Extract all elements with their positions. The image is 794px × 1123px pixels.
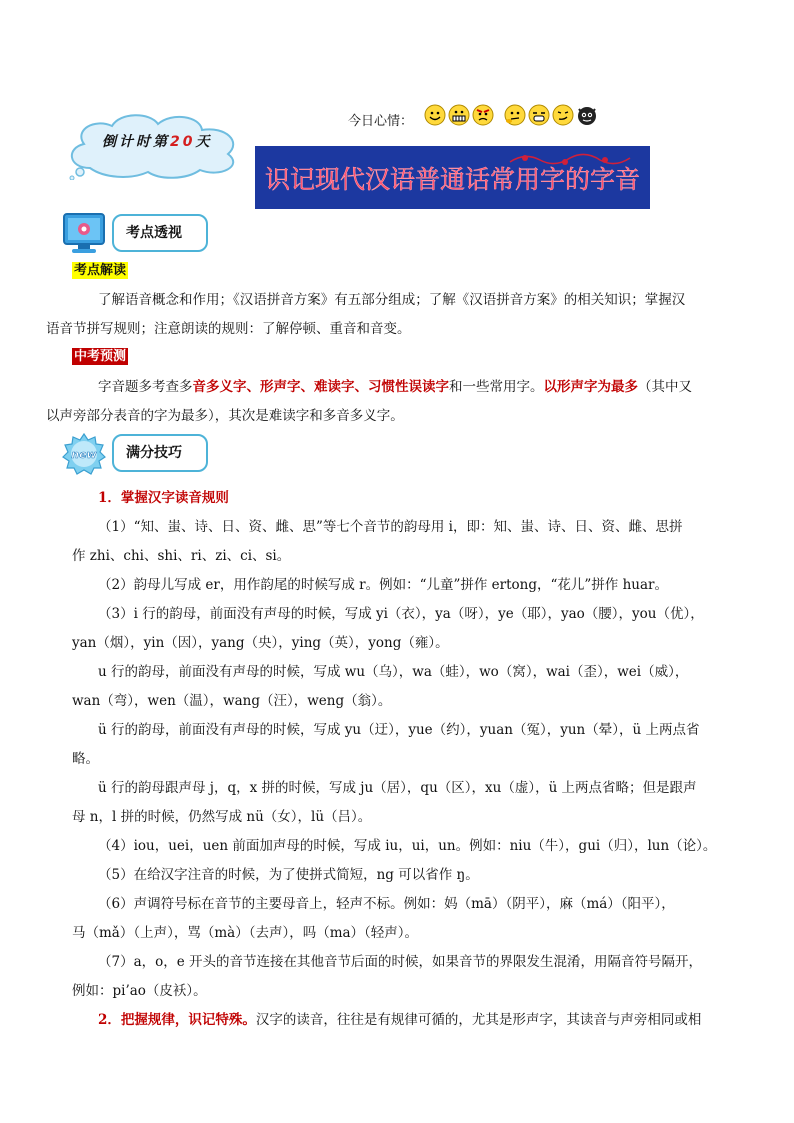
- rule-3-line-2: yan（烟），yin（因），yang（央），ying（英），yong（雍）。: [72, 635, 449, 651]
- rule-v2-line-2: 母 n，l 拼的时候，仍然写成 nü（女），lü（吕）。: [72, 809, 372, 825]
- skill-heading-2-line: [98, 1008, 701, 1028]
- intro-paragraph: 了解语音概念和作用；《汉语拼音方案》有五部分组成；了解《汉语拼音方案》的相关知识；掌握汉 语音节拼写规则；注意朗读的规则：了解停顿、重音和音变。: [46, 292, 686, 337]
- rule-6-line-1: （6）声调符号标在音节的主要母音上，轻声不标。例如：妈（mā）（阴平），麻（má）（阳平），: [98, 896, 675, 912]
- skill-heading-2-text: 汉字的读音，往往是有规律可循的，尤其是形声字，其读音与声旁相同或相: [255, 1012, 702, 1028]
- skill-heading-1: 1．掌握汉字读音规则: [98, 490, 229, 506]
- rule-u-line-2: wan（弯），wen（温），wang（汪），weng（翁）。: [72, 693, 392, 709]
- smile-emoji-icon: [424, 104, 446, 126]
- svg-text:new: new: [71, 448, 97, 461]
- tag-exam-prediction: 中考预测: [74, 349, 127, 364]
- mood-label: 今日心情：: [348, 114, 414, 129]
- title-banner: [255, 146, 650, 209]
- rule-v-line-1: ü 行的韵母，前面没有声母的时候，写成 yu（迂），yue（约），yuan（冤），yun（晕），ü 上两点省: [98, 722, 700, 738]
- prediction-paragraph: 字音题多考查多音多义字、形声字、难读字、习惯性误读字和一些常用字。以形声字为最多（其中又 以声旁部分表音的字为最多），其次是难读字和多音多义字。: [46, 379, 692, 424]
- smirk-emoji-icon: [552, 104, 574, 126]
- rule-1-line-1: （1）“知、蚩、诗、日、资、雌、思”等七个音节的韵母用 i，即：知、蚩、诗、日、资、雌、思拼: [98, 519, 683, 535]
- banner-title: 识记现代汉语普通话常用字的字音: [264, 165, 640, 194]
- rule-5: （5）在给汉字注音的时候，为了使拼式简短，ng 可以省作 ŋ。: [98, 867, 479, 883]
- skill-heading-2: 2．把握规律，识记特殊。: [98, 1012, 256, 1028]
- angry-emoji-icon: [472, 104, 494, 126]
- countdown-text: 倒计时第20天: [102, 134, 213, 150]
- grin-emoji-icon: [448, 104, 470, 126]
- rule-u-line-1: u 行的韵母，前面没有声母的时候，写成 wu（乌），wa（蛙），wo（窝），wai（歪），wei（威），: [98, 664, 689, 680]
- rule-1-line-2: 作 zhi、chi、shi、ri、zi、ci、si。: [72, 548, 291, 564]
- tag-exam-analysis: 考点解读: [74, 263, 127, 278]
- thinking-emoji-icon: [504, 104, 526, 126]
- rule-3-line-1: （3）i 行的韵母，前面没有声母的时候，写成 yi（衣），ya（呀），ye（耶），yao（腰），you（优），: [98, 606, 704, 622]
- section-header-full-marks-tips: 满分技巧: [112, 434, 208, 472]
- rule-4: （4）iou，uei，uen 前面加声母的时候，写成 iu，ui，un。例如：niu（牛），gui（归），lun（论）。: [98, 838, 717, 854]
- rule-7-line-1: （7）a，o，e 开头的音节连接在其他音节后面的时候，如果音节的界限发生混淆，用隔音符号隔开，: [98, 954, 703, 970]
- crying-emoji-icon: [528, 104, 550, 126]
- rule-7-line-2: 例如：pi’ao（皮袄）。: [72, 983, 207, 999]
- countdown-number: 20: [170, 134, 196, 150]
- rule-v2-line-1: ü 行的韵母跟声母 j，q，x 拼的时候，写成 ju（居），qu（区），xu（虚），ü 上两点省略；但是跟声: [98, 780, 697, 796]
- new-badge-icon: [62, 432, 106, 476]
- rule-v-line-2: 略。: [72, 751, 99, 767]
- section-header-exam-focus: 考点透视: [112, 214, 208, 252]
- rule-2: （2）韵母儿写成 er，用作韵尾的时候写成 r。例如：“儿童”拼作 ertong，“花儿”拼作 huar。: [98, 577, 668, 593]
- devil-emoji-icon: [576, 104, 598, 126]
- monitor-gear-icon: [62, 212, 106, 256]
- rule-6-line-2: 马（mǎ）（上声），骂（mà）（去声），吗（ma）（轻声）。: [72, 925, 419, 941]
